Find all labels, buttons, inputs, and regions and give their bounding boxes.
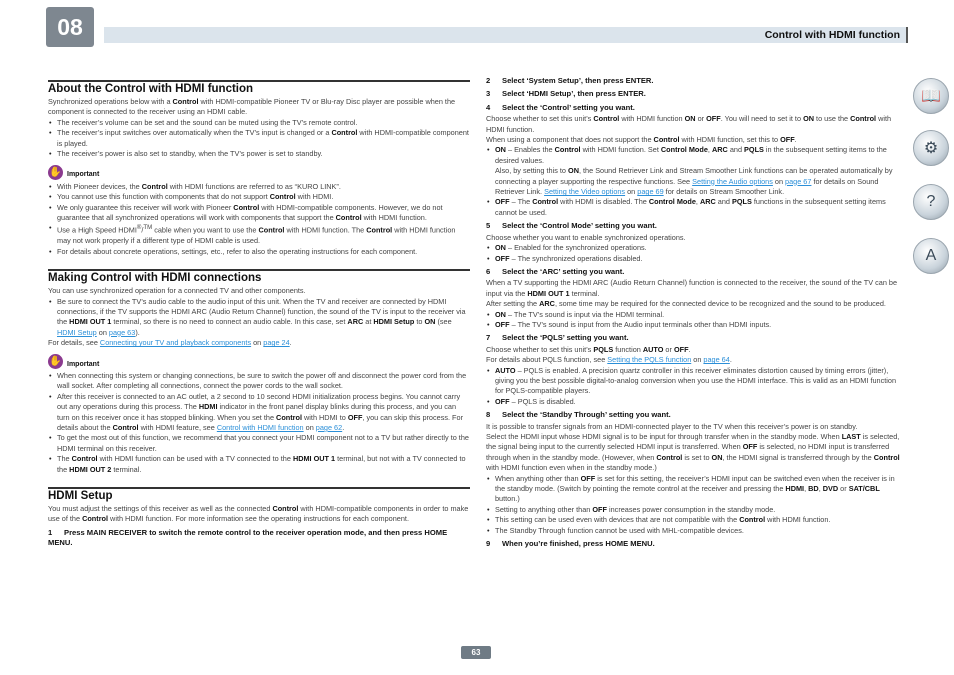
list-item: • After this receiver is connected to an AC outlet, a 2 second to 10 second HDMI initialization process begins. You cannot carry out any operations during this process. The HDMI indicator in the front panel display blinks during this process, and you can turn on this receiver once it has stopped blinking. When you set the Control with HDMI to OFF, you can skip this process. For details about the Control with HDMI feature, see Control with HDMI function on page 62.	[57, 392, 470, 434]
cross-reference-link[interactable]: page 24	[263, 338, 290, 348]
list-item: • AUTO – PQLS is enabled. A precision quartz controller in this receiver eliminates distortion caused by timing errors (jitter), giving you the best possible digital-to-analog conversion when you use the HDMI interface. This is valid as an HDMI function for PQLS-compatible players.	[495, 366, 904, 397]
paragraph: For details about PQLS function, see Setting the PQLS function on page 64.	[486, 355, 732, 365]
list-item: • With Pioneer devices, the Control with HDMI functions are referred to as “KURO LINK”.	[57, 182, 470, 192]
paragraph: Select the HDMI input whose HDMI signal is to be input for through transfer when in the standby mode. When LAST is selected, the signal being input to the currently selected HDMI input is transferred. When OFF is selected, no HDMI input is transferred through when in the standby mode. (However, when Control is set to ON, the HDMI signal is transferred through by the Control with HDMI function even when in the standby mode.)	[486, 432, 900, 473]
paragraph: You must adjust the settings of this receiver as well as the connected Control with HDMI-compatible components in order to make use of the Control with HDMI function. For more information see the operating instructions for each component.	[48, 504, 469, 524]
step-3: 3 Select ‘HDMI Setup’, then press ENTER.	[486, 89, 646, 99]
step-6: 6 Select the ‘ARC’ setting you want.	[486, 266, 625, 276]
list-item: • OFF – PQLS is disabled.	[495, 397, 904, 407]
list-item: • When connecting this system or changing connections, be sure to switch the power off and disconnect the power cord from the wall socket. After completing all connections, connect the power cords to the wall socket.	[57, 371, 470, 392]
cross-reference-link[interactable]: page 64	[703, 355, 730, 365]
cross-reference-link[interactable]: page 69	[637, 187, 664, 197]
cross-reference-link[interactable]: page 62	[315, 422, 343, 432]
cross-reference-link[interactable]: Setting the Audio options	[692, 176, 773, 186]
list-item: • This setting can be used even with devices that are not compatible with the Control with HDMI function.	[495, 515, 904, 525]
section-connections	[48, 269, 470, 475]
cross-reference-link[interactable]: Control with HDMI function	[216, 422, 304, 432]
important-label: Important	[67, 171, 100, 179]
cross-reference-link[interactable]: Setting the PQLS function	[607, 355, 692, 365]
bullet-list	[486, 366, 904, 408]
step-4: 4 Select the ‘Control’ setting you want.	[486, 102, 635, 112]
paragraph: Choose whether to set this unit’s Control with HDMI function ON or OFF. You will need to set it to ON to use the Control with HDMI function.	[486, 114, 892, 134]
paragraph: Synchronized operations below with a Control with HDMI-compatible Pioneer TV or Blu-ray Disc player are possible when the component is connected to the receiver using an HDMI cable.	[48, 97, 456, 117]
section-hdmi-setup	[48, 487, 470, 549]
paragraph: After setting the ARC, some time may be required for the connected device to be recognized and the sound to be produced.	[486, 299, 886, 309]
list-item: • We only guarantee this receiver will work with Pioneer Control with HDMI-compatible components. However, we do not guarantee that all synchronized operations will work with components that support the Control with HDMI function.	[57, 203, 470, 224]
cross-reference-link[interactable]: page 63	[108, 327, 136, 337]
list-item: • Setting to anything other than OFF increases power consumption in the standby mode.	[495, 505, 904, 515]
paragraph: For details, see Connecting your TV and playback components on page 24.	[48, 338, 292, 348]
step-5: 5 Select the ‘Control Mode’ setting you want.	[486, 221, 657, 231]
bullet-list	[486, 474, 904, 536]
cross-reference-link[interactable]: Setting the Video options	[544, 187, 626, 197]
faq-icon[interactable]: ?	[913, 184, 949, 220]
step-2: 2 Select ‘System Setup’, then press ENTER.	[486, 76, 654, 85]
chapter-number: 08	[46, 7, 94, 47]
bullet-list	[48, 297, 470, 339]
important-bullet-list	[48, 371, 470, 475]
list-item: • ON – Enables the Control with HDMI function. Set Control Mode, ARC and PQLS in the subsequent setting items to the desired values. Also, by setting this to ON, the Sound Retriever Link and Stream Smoother Link functions can be operated automatically by connecting a player supporting the respective functions. See Setting the Audio options on page 67 for details on Sound Retriever Link. Setting the Video options on page 69 for details on Stream Smoother Link.	[495, 145, 904, 197]
list-item: • Be sure to connect the TV’s audio cable to the audio input of this unit. When the TV and receiver are connected by HDMI connections, if the TV supports the HDMI ARC (Audio Return Channel) function, the sound of the TV is input to the receiver via the HDMI OUT 1 terminal, so there is no need to connect an audio cable. In this case, set ARC at HDMI Setup to ON (see HDMI Setup on page 63).	[57, 297, 470, 339]
bullet-list	[486, 145, 904, 218]
devices-icon[interactable]: ⚙	[913, 130, 949, 166]
book-icon[interactable]: 📖	[913, 78, 949, 114]
paragraph: Choose whether to set this unit’s PQLS function AUTO or OFF.	[486, 344, 691, 354]
header-title: Control with HDMI function	[764, 29, 900, 41]
list-item: • OFF – The TV’s sound is input from the Audio input terminals other than HDMI inputs.	[495, 320, 904, 330]
list-item: • ON – The TV’s sound is input via the HDMI terminal.	[495, 310, 904, 320]
section-title-hdmi-setup: HDMI Setup	[48, 487, 470, 504]
list-item: • For details about concrete operations, settings, etc., refer to also the operating instructions for each component.	[57, 247, 470, 257]
important-label: Important	[67, 360, 100, 368]
step-7: 7 Select the ‘PQLS’ setting you want.	[486, 333, 629, 343]
list-item: • When anything other than OFF is set for this setting, the receiver’s HDMI input can be switched even when the receiver is in the standby mode. (Switch by pointing the remote control at the receiver and pressing the HDMI, BD, DVD or SAT/CBL button.)	[495, 474, 904, 505]
list-item: • To get the most out of this function, we recommend that you connect your HDMI component not to a TV but rather directly to the HDMI terminal on this receiver.	[57, 433, 470, 454]
important-icon: ✋	[49, 167, 62, 179]
list-item: • OFF – The synchronized operations disabled.	[495, 254, 904, 264]
paragraph: It is possible to transfer signals from an HDMI-connected player to the TV when this receiver’s power is on standby.	[486, 421, 858, 431]
list-item: • You cannot use this function with components that do not support Control with HDMI.	[57, 192, 470, 202]
list-item: • Use a High Speed HDMI®/™ cable when you want to use the Control with HDMI function. The Control with HDMI function may not work properly if a different type of HDMI cable is used.	[57, 223, 470, 246]
cross-reference-link[interactable]: HDMI Setup	[57, 327, 97, 337]
important-icon: ✋	[49, 356, 62, 368]
paragraph: Choose whether you want to enable synchronized operations.	[486, 232, 686, 242]
step-8: 8 Select the ‘Standby Through’ setting you want.	[486, 410, 671, 420]
paragraph: When a TV supporting the HDMI ARC (Audio Return Channel) function is connected to the receiver, the sound of the TV can be input via the HDMI OUT 1 terminal.	[486, 278, 898, 298]
list-item: • OFF – The Control with HDMI is disabled. The Control Mode, ARC and PQLS functions in the subsequent setting items cannot be used.	[495, 197, 904, 218]
list-item: • The receiver’s volume can be set and the sound can be muted using the TV’s remote control.	[57, 118, 470, 128]
cross-reference-link[interactable]: page 67	[785, 176, 812, 186]
paragraph: You can use synchronized operation for a connected TV and other components.	[48, 286, 306, 296]
page-number: 63	[461, 646, 491, 659]
bullet-list	[48, 118, 470, 160]
cross-reference-link[interactable]: Connecting your TV and playback components	[99, 338, 252, 348]
step-9: 9 When you’re finished, press HOME MENU.	[486, 539, 655, 549]
right-column	[486, 73, 904, 550]
section-about	[48, 80, 470, 257]
list-item: • The receiver’s power is also set to standby, when the TV’s power is set to standby.	[57, 149, 470, 159]
glossary-icon[interactable]: A	[913, 238, 949, 274]
paragraph: When using a component that does not support the Control with HDMI function, set this to OFF.	[486, 135, 797, 145]
step-1: 1 Press MAIN RECEIVER to switch the remote control to the receiver operation mode, and then press HOME MENU.	[48, 527, 448, 548]
section-title-connections: Making Control with HDMI connections	[48, 269, 470, 286]
left-column	[48, 80, 470, 561]
list-item: • ON – Enabled for the synchronized operations.	[495, 243, 904, 253]
bullet-list	[486, 310, 904, 331]
important-note-heading	[48, 164, 470, 180]
section-title-about: About the Control with HDMI function	[48, 80, 470, 97]
list-item: • The Control with HDMI function can be used with a TV connected to the HDMI OUT 1 terminal, but not with a TV connected to the HDMI OUT 2 terminal.	[57, 454, 470, 475]
important-note-heading	[48, 354, 470, 370]
list-item: • The Standby Through function cannot be used with MHL-compatible devices.	[495, 526, 904, 536]
bullet-list	[486, 243, 904, 264]
important-bullet-list	[48, 182, 470, 257]
list-item: • The receiver’s input switches over automatically when the TV’s input is changed or a Control with HDMI-compatible component is played.	[57, 128, 470, 149]
